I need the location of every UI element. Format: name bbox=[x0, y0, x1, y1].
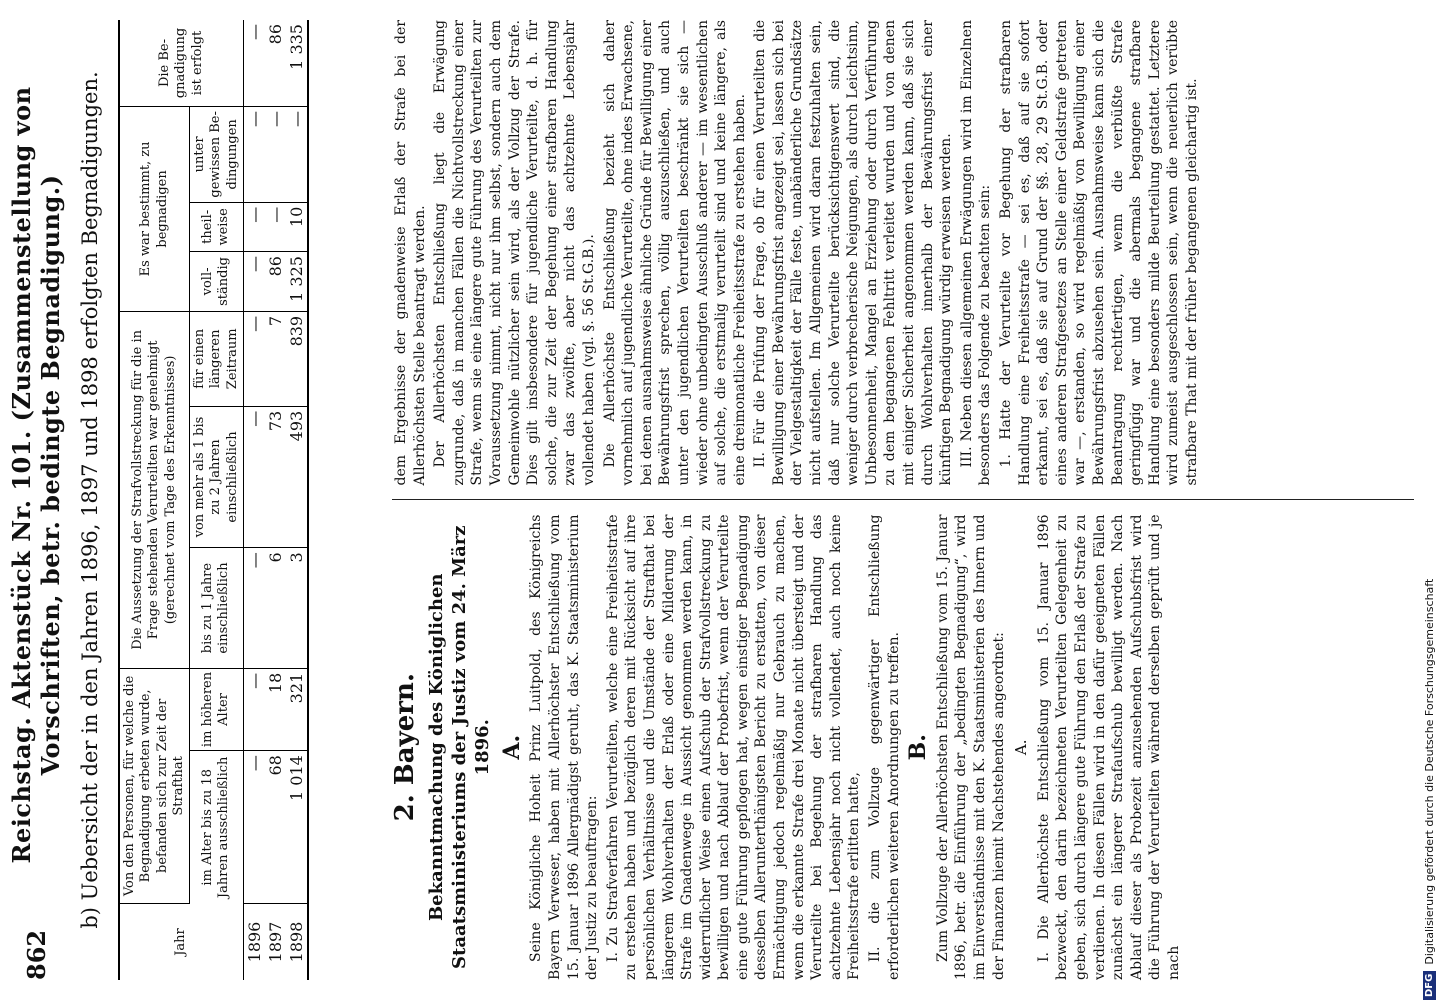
table-cell: — bbox=[265, 107, 286, 203]
table-cell: — bbox=[243, 252, 265, 312]
table-cell: — bbox=[265, 202, 286, 251]
subsection-letter: A. bbox=[1012, 739, 1031, 756]
sub-header: im höheren Alter bbox=[190, 668, 244, 750]
paragraph: Seine Königliche Hoheit Prinz Luitpold, des Königreichs Bayern Verweser, haben mit Allerhöchster Entschließung vom 15. Januar 1896 Allergnädigst geruht, das K. Staatsministerium der Justiz zu beauftragen: bbox=[528, 514, 601, 980]
table-cell: — bbox=[243, 548, 265, 669]
col-group-pardon: Es war bestimmt, zu begnadigen bbox=[120, 107, 190, 312]
pardon-statistics-table bbox=[118, 20, 309, 980]
table-row bbox=[265, 20, 286, 980]
table-cell: 839 bbox=[286, 311, 307, 406]
paragraph: II. die zum Vollzuge gegenwärtiger Entschließung erforderlichen weiteren Anordnungen zu treffen. bbox=[867, 514, 902, 980]
announcement-heading: Bekanntmachung des Königlichen Staatsministeriums der Justiz vom 24. März 1896. bbox=[425, 525, 494, 969]
paragraph: Der Allerhöchsten Entschließung liegt die Erwägung zugrunde, daß in manchen Fällen die Nichtvollstreckung einer Strafe, wenn sie eine längere gute Führung des Verurteilten zur Voraussetzung nimmt, nicht nur ihm selbst, sondern auch dem Gemeinwohle nützlicher sein wird, als der Vollzug der Strafe. Dies gilt insbesondere für jugendliche Verurteilte, d. h. für solche, die zur Zeit der Begehung einer strafbaren Handlung zwar das zwölfte, aber nicht das achtzehnte Lebensjahr vollendet haben (vgl. §. 56 St.G.B.). bbox=[432, 20, 597, 486]
left-column bbox=[392, 515, 1414, 981]
table-cell: 10 bbox=[286, 202, 307, 251]
table-cell: 321 bbox=[286, 668, 307, 750]
paragraph: Zum Vollzuge der Allerhöchsten Entschließung vom 15. Januar 1896, betr. die Einführung der „bedingten Begnadigung“, wird im Einverständnisse mit den K. Staatsministerien des Innern und der Finanzen hiemit Nachstehendes angeordnet: bbox=[934, 514, 1007, 980]
table-cell: — bbox=[243, 311, 265, 406]
paragraph: II. Für die Prüfung der Frage, ob für einen Verurteilten die Bewilligung einer Bewährungsfrist angezeigt sei, lassen sich bei der Vielgestaltigkeit der Fälle feste, unabänderliche Grundsätze nicht aufstellen. Im Allgemeinen wird daran festzuhalten sein, daß nur solche Verurteilte berücksichtigenswert sind, die weniger durch verbrecherische Neigungen, als durch Leichtsinn, Unbesonnenheit, Mangel an Erziehung oder durch Verführung zu dem begangenen Fehltritt verleitet wurden und von denen mit einiger Sicherheit angenommen werden kann, daß sie sich durch Wohlverhalten innerhalb der Bewährungsfrist einer künftigen Begnadigung würdig erweisen werden. bbox=[752, 20, 955, 486]
col-header-pardon-done: Die Be-gnadigung ist erfolgt bbox=[120, 20, 243, 107]
right-column bbox=[392, 20, 1414, 501]
paragraph: III. Neben diesen allgemeinen Erwägungen wird im Einzelnen besonders das Folgende zu beachten sein: bbox=[958, 20, 994, 486]
dfg-logo: DFG bbox=[1423, 971, 1436, 1000]
section-title: 2. Bayern. bbox=[390, 673, 420, 822]
table-cell: — bbox=[243, 202, 265, 251]
table-cell: 7 bbox=[265, 311, 286, 406]
sub-header: im Alter bis zu 18 Jahren ausschließlich bbox=[190, 751, 244, 904]
sub-header: voll-ständig bbox=[190, 252, 244, 312]
table-cell: — bbox=[243, 107, 265, 203]
col-group-suspension: Die Aussetzung der Strafvollstreckung für die in Frage stehenden Verurteilten war genehmigt (gerechnet vom Tage des Erkenntnisses) bbox=[120, 311, 190, 668]
sub-header: für einen längeren Zeitraum bbox=[190, 311, 244, 406]
paragraph: Die Allerhöchste Entschließung bezieht sich daher vornehmlich auf jugendliche Verurteilte, ohne indes Erwachsene, bei denen ausnahmsweise ähnliche Gründe für Bewilligung einer Bewährungsfrist sprechen, völlig auszuschließen, und auch unter den jugendlichen Verurteilten beschränkt sie sich — wieder ohne unbedingten Ausschluß anderer — im wesentlichen auf solche, die erstmalig verurteilt sind und keine längere, als eine dreimonatliche Freiheitsstrafe zu erstehen haben. bbox=[601, 20, 748, 486]
paragraph: 1. Hatte der Verurteilte vor Begehung der strafbaren Handlung eine Freiheitsstrafe — sei es, daß auf sie sofort erkannt, sei es, daß sie auf Grund der §§. 28, 29 St.G.B. oder eines anderen Strafgesetzes an Stelle einer Geldstrafe getreten war —, erstanden, so wird regelmäßig von Bewilligung einer Bewährungsfrist abzusehen sein. Ausnahmsweise kann sich die Beantragung rechtfertigen, wenn die verbüßte Strafe geringfügig war und die abermals begangene strafbare Handlung eine besonders milde Beurteilung gestattet. Letztere wird zumeist ausgeschlossen sein, wenn die neuerlich verübte strafbare That mit der früher begangenen gleichartig ist. bbox=[998, 20, 1200, 486]
paragraph: dem Ergebnisse der gnadenweise Erlaß der Strafe bei der Allerhöchsten Stelle beantragt werden. bbox=[393, 20, 428, 486]
page-number: 862 bbox=[21, 929, 51, 980]
digitization-footer bbox=[1423, 0, 1436, 1000]
page-header bbox=[7, 20, 65, 980]
text-columns bbox=[392, 20, 1414, 980]
table-cell: 18 bbox=[265, 668, 286, 750]
subsection-letter: A. bbox=[498, 734, 525, 760]
table-cell: — bbox=[243, 20, 265, 107]
paragraph: I. Die Allerhöchste Entschließung vom 15. Januar 1896 bezweckt, den darin bezeichneten Verurteilten Gelegenheit zu geben, sich durch längere gute Führung den Erlaß der Strafe zu verdienen. In diesen Fällen wird in den dafür geeigneten Fällen zunächst ein längerer Strafaufschub bewilligt werden. Nach Ablauf dieser als Probezeit anzusehenden Aufschubsfrist wird die Führung der Verurteilten während derselben geprüft und je nach bbox=[1035, 514, 1182, 980]
sub-header: von mehr als 1 bis zu 2 Jahren einschließlich bbox=[190, 406, 244, 547]
table-title: b) Uebersicht der in den Jahren 1896, 1897 und 1898 erfolgten Begnadigungen. bbox=[78, 71, 102, 929]
table-cell: 68 bbox=[265, 751, 286, 904]
table-cell: 3 bbox=[286, 548, 307, 669]
running-title: Reichstag. Aktenstück Nr. 101. (Zusammenstellung von Vorschriften, betr. bedingte Begnadigung.) bbox=[7, 86, 65, 864]
table-cell: 1898 bbox=[286, 921, 306, 963]
table-cell: — bbox=[286, 107, 307, 203]
col-header-year: Jahr bbox=[120, 904, 243, 981]
col-group-persons: Von den Personen, für welche die Begnadigung erbeten wurde, befanden sich zur Zeit der Strafthat bbox=[120, 668, 190, 903]
paragraph: I. Zu Strafverfahren Verurteilten, welche eine Freiheitsstrafe zu erstehen haben und bezüglich deren mit Rücksicht auf ihre persönlichen Verhältnisse und die Umstände der Strafthat bei längerem Wohlverhalten der Erlaß oder eine Milderung der Strafe im Gnadenwege in Aussicht genommen werden kann, in widerruflicher Weise einen Aufschub der Strafvollstreckung zu bewilligen und nach Ablauf der Probefrist, wenn der Verurteilte eine gute Führung gepflogen hat, wegen einstiger Begnadigung desselben Allerunterthänigsten Bericht zu erstatten, von dieser Ermächtigung jedoch regelmäßig nur Gebrauch zu machen, wenn die erkannte Strafe drei Monate nicht übersteigt und der Verurteilte bei Begehung der strafbaren Handlung das achtzehnte Lebensjahr noch nicht vollendet, auch noch keine Freiheitsstrafe erlitten hatte, bbox=[604, 514, 863, 980]
table-cell: 86 bbox=[265, 20, 286, 107]
table-row bbox=[243, 20, 265, 980]
sub-header: theil-weise bbox=[190, 202, 244, 251]
subsection-letter: B. bbox=[905, 734, 932, 761]
table-cell: — bbox=[243, 406, 265, 547]
footer-text: Digitalisierung gefördert durch die Deutsche Forschungsgemeinschaft bbox=[1423, 578, 1436, 965]
table-cell: 73 bbox=[265, 406, 286, 547]
sub-header: bis zu 1 Jahre einschließlich bbox=[190, 548, 244, 669]
table-cell: — bbox=[243, 751, 265, 904]
table-cell: 6 bbox=[265, 548, 286, 669]
table-cell: 1897 bbox=[265, 921, 285, 963]
table-cell: 1 014 bbox=[286, 751, 307, 904]
table-cell: 1 325 bbox=[286, 252, 307, 312]
table-row bbox=[286, 20, 307, 980]
table-cell: 493 bbox=[286, 406, 307, 547]
table-cell: — bbox=[243, 668, 265, 750]
sub-header: unter gewissen Be-dingungen bbox=[190, 107, 244, 203]
table-cell: 1 335 bbox=[286, 20, 307, 107]
table-cell: 86 bbox=[265, 252, 286, 312]
table-cell: 1896 bbox=[244, 921, 264, 963]
